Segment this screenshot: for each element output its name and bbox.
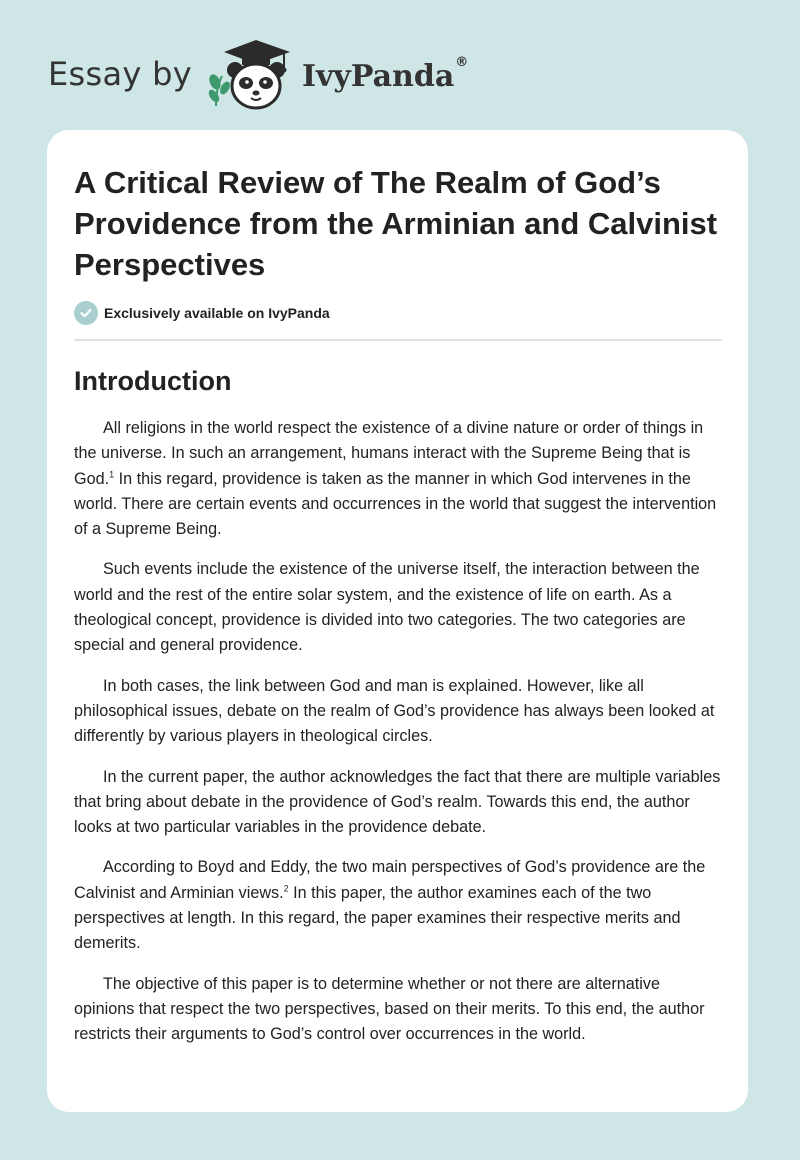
check-circle-icon xyxy=(74,301,98,325)
footnote-marker[interactable]: 1 xyxy=(109,469,115,480)
paragraph-text: Such events include the existence of the universe itself, the interaction between the world and the rest of the entire solar system, and the existence of life on earth. As a theological concept, providence is divided into two categories. The two categories are special and general providence. xyxy=(74,560,700,655)
brand-name-text: IvyPanda xyxy=(301,58,455,94)
paragraph-text-continued: In this paper, the author examines each of the two perspectives at length. In this regard, the paper examines their respective merits and demerits. xyxy=(74,883,681,953)
essay-title: A Critical Review of The Realm of God’s Providence from the Arminian and Calvinist Perspectives xyxy=(74,165,718,282)
footnote-marker[interactable]: 2 xyxy=(283,883,289,894)
site-header xyxy=(48,34,468,114)
registered-mark: ® xyxy=(455,54,469,70)
paragraph-text-continued: In this regard, providence is taken as the manner in which God intervenes in the world. There are certain events and occurrences in the world that suggest the intervention of a Supreme Being. xyxy=(74,469,717,539)
essay-card xyxy=(47,130,748,1112)
brand-name xyxy=(301,54,469,94)
paragraph xyxy=(74,416,722,542)
paragraph xyxy=(74,674,722,750)
paragraph xyxy=(74,557,722,658)
paragraph-text: All religions in the world respect the existence of a divine nature or order of things in the universe. In such an arrangement, humans interact with the Supreme Being that is God. xyxy=(74,419,704,488)
exclusive-badge xyxy=(74,301,722,325)
essay-body xyxy=(74,416,722,1048)
exclusive-badge-label: Exclusively available on IvyPanda xyxy=(104,305,330,321)
paragraph xyxy=(74,855,722,956)
brand-prefix: Essay by xyxy=(48,55,192,93)
paragraph-text: The objective of this paper is to determine whether or not there are alternative opinions that respect the two perspectives, based on their merits. To this end, the author restricts their arguments to God’s control over occurrences in the world. xyxy=(74,974,705,1044)
panda-logo-icon[interactable] xyxy=(206,36,296,112)
title-divider xyxy=(74,339,722,341)
paragraph xyxy=(74,765,722,841)
paragraph-text: In the current paper, the author acknowledges the fact that there are multiple variables that bring about debate in the providence of God’s realm. Towards this end, the author looks at two particular variables in the providence debate. xyxy=(74,767,721,837)
paragraph xyxy=(74,972,722,1048)
paragraph-text: In both cases, the link between God and man is explained. However, like all philosophical issues, debate on the realm of God’s providence has always been looked at differently by various players in theological circles. xyxy=(74,676,715,746)
paragraph-text: According to Boyd and Eddy, the two main perspectives of God’s providence are the Calvinist and Arminian views. xyxy=(74,858,706,902)
section-heading-introduction: Introduction xyxy=(74,366,232,396)
